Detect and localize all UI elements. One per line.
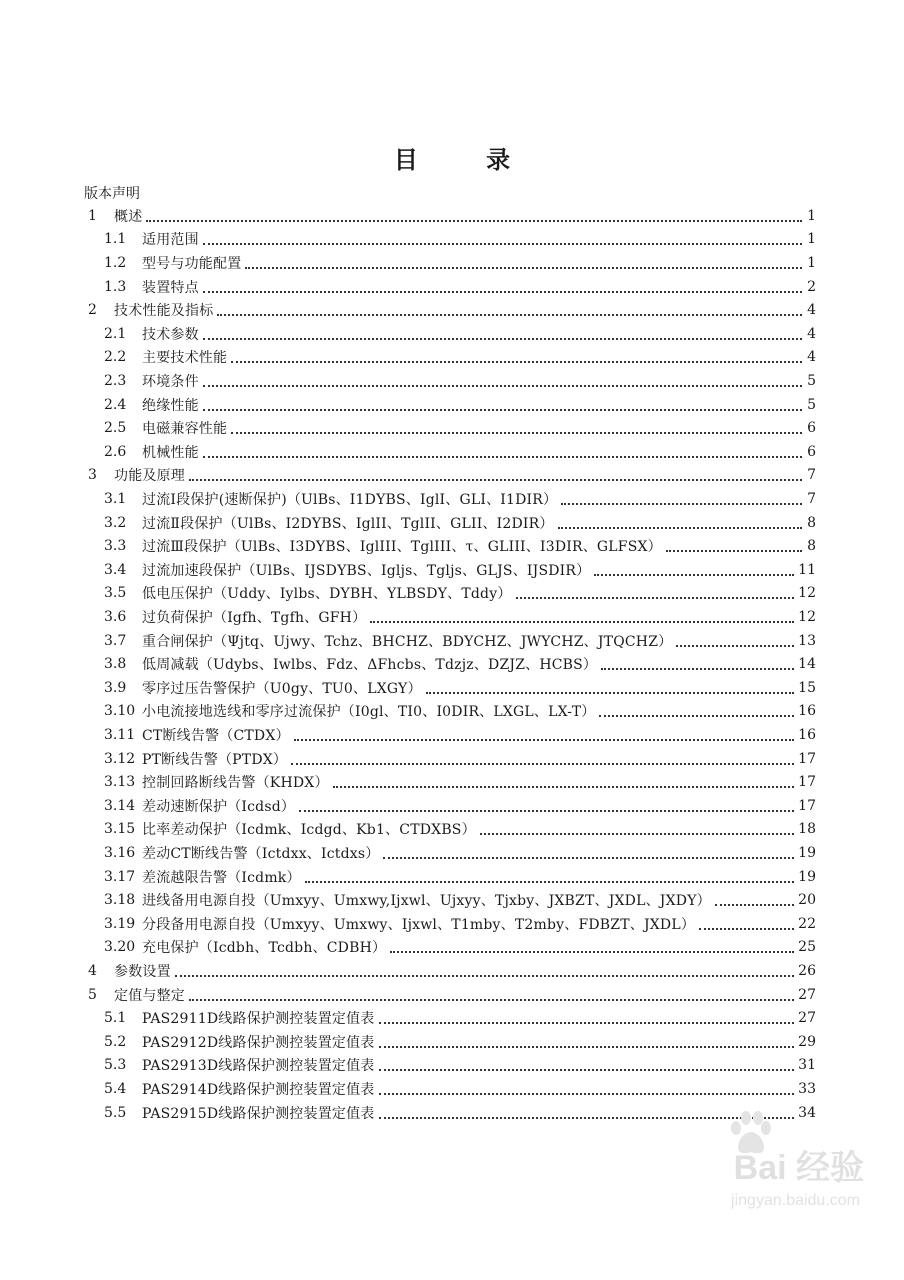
toc-entry-title: 功能及原理 — [114, 468, 185, 485]
toc-chapter-entry — [88, 204, 816, 228]
toc-dot-leader — [370, 607, 794, 623]
toc-section-entry — [104, 487, 816, 511]
toc-section-entry — [104, 346, 816, 370]
toc-entry-number: 4 — [88, 962, 97, 979]
toc-section-entry — [104, 393, 816, 417]
toc-entry-number: 2 — [88, 302, 97, 319]
toc-entry-number: 3.12 — [104, 750, 136, 767]
toc-dot-leader — [245, 253, 802, 269]
toc-entry-number: 3.5 — [104, 585, 127, 602]
toc-section-entry — [104, 322, 816, 346]
toc-page-number: 17 — [798, 774, 816, 791]
toc-page-number: 18 — [798, 821, 816, 838]
toc-entry-title: CT断线告警（CTDX） — [142, 727, 290, 744]
toc-entry-title: 机械性能 — [142, 444, 199, 461]
toc-entry-number: 5 — [88, 986, 97, 1003]
toc-entry-number: 5.5 — [104, 1104, 127, 1121]
toc-section-entry — [104, 534, 816, 558]
toc-entry-title: PT断线告警（PTDX） — [142, 751, 288, 768]
watermark — [634, 1120, 864, 1240]
toc-section-entry — [104, 676, 816, 700]
toc-entry-title: 技术参数 — [142, 326, 199, 343]
toc-entry-number: 2.2 — [104, 349, 127, 366]
toc-page-number: 6 — [807, 443, 816, 460]
toc-dot-leader — [231, 418, 802, 434]
toc-section-entry — [104, 605, 816, 629]
toc-dot-leader — [146, 206, 802, 222]
toc-section-entry — [104, 865, 816, 889]
toc-entry-title: 型号与功能配置 — [142, 255, 242, 272]
toc-dot-leader — [676, 631, 794, 647]
toc-entry-number: 3.3 — [104, 538, 127, 555]
toc-dot-leader — [390, 937, 794, 953]
toc-page-number: 26 — [798, 962, 816, 979]
toc-page-number: 6 — [807, 420, 816, 437]
toc-entry-number: 2.4 — [104, 396, 127, 413]
toc-page-number: 16 — [798, 726, 816, 743]
toc-entry-title: 控制回路断线告警（KHDX） — [142, 775, 329, 792]
toc-dot-leader — [379, 1055, 795, 1071]
toc-entry-number: 2.6 — [104, 443, 127, 460]
watermark-url: jingyan.baidu.com — [731, 1192, 860, 1209]
toc-entry-title: 概述 — [114, 208, 143, 225]
toc-entry-number: 1.2 — [104, 254, 127, 271]
toc-page-number: 4 — [807, 349, 816, 366]
toc-dot-leader — [203, 395, 802, 411]
toc-dot-leader — [379, 1032, 795, 1048]
toc-entry-number: 3.4 — [104, 561, 127, 578]
toc-entry-number: 3.2 — [104, 514, 127, 531]
toc-entry-number: 5.2 — [104, 1033, 127, 1050]
toc-section-entry — [104, 275, 816, 299]
toc-entry-title: 电磁兼容性能 — [142, 421, 228, 438]
toc-page-number: 5 — [807, 396, 816, 413]
toc-chapter-entry — [88, 464, 816, 488]
toc-dot-leader — [203, 277, 802, 293]
toc-section-entry — [104, 251, 816, 275]
toc-entry-number: 3.14 — [104, 797, 136, 814]
toc-page-number: 15 — [798, 679, 816, 696]
toc-section-entry — [104, 1054, 816, 1078]
toc-section-entry — [104, 841, 816, 865]
toc-entry-number: 5.3 — [104, 1057, 127, 1074]
toc-entry-title: 过流加速段保护（UlBs、IJSDYBS、Igljs、Tgljs、GLJS、IJSDIR） — [142, 562, 591, 579]
toc-entry-title: PAS2914D线路保护测控装置定值表 — [142, 1081, 375, 1098]
toc-entry-number: 1 — [88, 207, 97, 224]
toc-page-number: 12 — [798, 585, 816, 602]
toc-dot-leader — [291, 749, 794, 765]
toc-entry-title: 进线备用电源自投（Umxyy、Umxwy,Ijxwl、Ujxyy、Tjxby、JXBZT、JXDL、JXDY） — [142, 893, 711, 910]
toc-chapter-entry — [88, 983, 816, 1007]
toc-dot-leader — [189, 985, 794, 1001]
toc-dot-leader — [599, 701, 794, 717]
toc-section-entry — [104, 700, 816, 724]
toc-page-number: 31 — [798, 1057, 816, 1074]
toc-page-number: 7 — [807, 467, 816, 484]
toc-page-number: 1 — [807, 254, 816, 271]
toc-dot-leader — [516, 583, 795, 599]
toc-entry-title: 过流Ⅲ段保护（UlBs、I3DYBS、IglIII、TglIII、τ、GLIII、I3DIR、GLFSX） — [142, 539, 662, 556]
toc-dot-leader — [379, 1079, 795, 1095]
toc-dot-leader — [189, 465, 802, 481]
toc-section-entry — [104, 912, 816, 936]
toc-dot-leader — [203, 229, 802, 245]
toc-entry-number: 3.15 — [104, 821, 136, 838]
toc-page-number: 16 — [798, 703, 816, 720]
toc-page-number: 20 — [798, 892, 816, 909]
toc-entry-title: 重合闸保护（Ψjtq、Ujwy、Tchz、BHCHZ、BDYCHZ、JWYCHZ、JTQCHZ） — [142, 633, 673, 650]
toc-dot-leader — [561, 489, 802, 505]
toc-entry-title: 小电流接地选线和零序过流保护（I0gl、TI0、I0DIR、LXGL、LX-T） — [142, 704, 596, 721]
toc-entry-number: 3.17 — [104, 868, 136, 885]
toc-page-number: 2 — [807, 278, 816, 295]
toc-section-entry — [104, 747, 816, 771]
toc-entry-number: 3.19 — [104, 915, 136, 932]
toc-page-number: 33 — [798, 1080, 816, 1097]
toc-page-number: 17 — [798, 797, 816, 814]
toc-dot-leader — [480, 819, 794, 835]
toc-dot-leader — [203, 324, 802, 340]
toc-section-entry — [104, 818, 816, 842]
toc-section-entry — [104, 558, 816, 582]
toc-page-number: 5 — [807, 372, 816, 389]
toc-page-number: 1 — [807, 207, 816, 224]
toc-entry-title: PAS2915D线路保护测控装置定值表 — [142, 1105, 375, 1122]
toc-section-entry — [104, 723, 816, 747]
toc-entry-number: 3 — [88, 467, 97, 484]
toc-entry-title: 适用范围 — [142, 232, 199, 249]
toc-entry-number: 3.13 — [104, 774, 136, 791]
toc-entry-number: 3.11 — [104, 726, 136, 743]
toc-dot-leader — [175, 961, 794, 977]
toc-entry-number: 5.4 — [104, 1080, 127, 1097]
toc-section-entry — [104, 1030, 816, 1054]
toc-section-entry — [104, 511, 816, 535]
toc-dot-leader — [217, 300, 802, 316]
toc-entry-number: 3.1 — [104, 490, 127, 507]
toc-entry-number: 2.3 — [104, 372, 127, 389]
toc-page-number: 27 — [798, 986, 816, 1003]
toc-entry-number: 3.10 — [104, 703, 136, 720]
toc-dot-leader — [379, 1008, 795, 1024]
toc-page-number: 7 — [807, 490, 816, 507]
toc-page-number: 17 — [798, 750, 816, 767]
version-statement-entry: 版本声明 — [84, 186, 140, 202]
toc-entry-number: 3.9 — [104, 679, 127, 696]
toc-entry-title: 过流Ⅱ段保护（UlBs、I2DYBS、IglII、TglII、GLII、I2DIR） — [142, 515, 554, 532]
toc-entry-number: 1.1 — [104, 231, 127, 248]
toc-dot-leader — [305, 867, 794, 883]
toc-entry-number: 3.8 — [104, 656, 127, 673]
toc-section-entry — [104, 416, 816, 440]
toc-dot-leader — [426, 678, 795, 694]
toc-entry-title: PAS2912D线路保护测控装置定值表 — [142, 1034, 375, 1051]
toc-page-number: 11 — [798, 561, 816, 578]
toc-entry-number: 3.7 — [104, 632, 127, 649]
toc-dot-leader — [699, 914, 794, 930]
toc-page-number: 4 — [807, 302, 816, 319]
toc-dot-leader — [383, 843, 794, 859]
toc-entry-number: 3.6 — [104, 608, 127, 625]
toc-page-number: 14 — [798, 656, 816, 673]
toc-section-entry — [104, 228, 816, 252]
toc-entry-title: 过流Ⅰ段保护(速断保护)（UlBs、I1DYBS、IglI、GLI、I1DIR） — [142, 491, 558, 508]
toc-dot-leader — [231, 347, 802, 363]
toc-entry-title: 零序过压告警保护（U0gy、TU0、LXGY） — [142, 680, 422, 697]
toc-section-entry — [104, 652, 816, 676]
toc-entry-number: 1.3 — [104, 278, 127, 295]
toc-page-number: 1 — [807, 231, 816, 248]
toc-section-entry — [104, 770, 816, 794]
toc-page-number: 12 — [798, 608, 816, 625]
toc-entry-title: 技术性能及指标 — [114, 303, 214, 320]
toc-section-entry — [104, 888, 816, 912]
toc-entry-title: 装置特点 — [142, 279, 199, 296]
toc-entry-number: 3.16 — [104, 844, 136, 861]
toc-page-number: 27 — [798, 1010, 816, 1027]
toc-entry-title: 低电压保护（Uddy、Iylbs、DYBH、YLBSDY、Tddy） — [142, 586, 512, 603]
watermark-logo-text: Bai 经验 — [733, 1149, 864, 1187]
toc-entry-title: 参数设置 — [114, 963, 171, 980]
page-title: 目 录 — [393, 145, 541, 174]
toc-chapter-entry — [88, 959, 816, 983]
toc-section-entry — [104, 1006, 816, 1030]
toc-entry-title: 差流越限告警（Icdmk） — [142, 869, 301, 886]
toc-dot-leader — [594, 560, 794, 576]
toc-entry-title: 差动CT断线告警（Ictdxx、Ictdxs） — [142, 845, 380, 862]
toc-page-number: 25 — [798, 939, 816, 956]
toc-page-number: 13 — [798, 632, 816, 649]
toc-entry-title: 分段备用电源自投（Umxyy、Umxwy、Ijxwl、T1mby、T2mby、FDBZT、JXDL） — [142, 916, 696, 933]
toc-entry-title: 定值与整定 — [114, 987, 185, 1004]
toc-dot-leader — [715, 890, 794, 906]
toc-dot-leader — [294, 725, 794, 741]
toc-page-number: 34 — [798, 1104, 816, 1121]
toc-entry-number: 5.1 — [104, 1010, 127, 1027]
toc-dot-leader — [601, 654, 794, 670]
toc-chapter-entry — [88, 298, 816, 322]
toc-entry-title: 绝缘性能 — [142, 397, 199, 414]
toc-dot-leader — [299, 796, 794, 812]
toc-section-entry — [104, 582, 816, 606]
toc-section-entry — [104, 440, 816, 464]
toc-section-entry — [104, 794, 816, 818]
toc-entry-number: 2.5 — [104, 420, 127, 437]
toc-entry-number: 3.20 — [104, 939, 136, 956]
toc-entry-title: PAS2913D线路保护测控装置定值表 — [142, 1058, 375, 1075]
toc-entry-title: 主要技术性能 — [142, 350, 228, 367]
toc-page-number: 8 — [807, 514, 816, 531]
toc-section-entry — [104, 936, 816, 960]
toc-dot-leader — [333, 772, 795, 788]
toc-entry-title: PAS2911D线路保护测控装置定值表 — [142, 1011, 375, 1028]
toc-page-number: 8 — [807, 538, 816, 555]
toc-section-entry — [104, 629, 816, 653]
toc-page-number: 19 — [798, 868, 816, 885]
toc-dot-leader — [558, 513, 802, 529]
toc-dot-leader — [666, 536, 802, 552]
toc-dot-leader — [203, 371, 802, 387]
toc-entry-number: 2.1 — [104, 325, 127, 342]
toc-dot-leader — [203, 442, 802, 458]
toc-section-entry — [104, 369, 816, 393]
toc-entry-title: 差动速断保护（Icdsd） — [142, 798, 296, 815]
toc-entry-title: 过负荷保护（Igfh、Tgfh、GFH） — [142, 609, 367, 626]
toc-page-number: 4 — [807, 325, 816, 342]
toc-entry-title: 比率差动保护（Icdmk、Icdgd、Kb1、CTDXBS） — [142, 822, 476, 839]
toc-page-number: 29 — [798, 1033, 816, 1050]
toc-page-number: 19 — [798, 844, 816, 861]
toc-entry-number: 3.18 — [104, 892, 136, 909]
toc-page-number: 22 — [798, 915, 816, 932]
toc-entry-title: 低周减载（Udybs、Iwlbs、Fdz、ΔFhcbs、Tdzjz、DZJZ、HCBS） — [142, 657, 598, 674]
toc-section-entry — [104, 1077, 816, 1101]
toc-entry-title: 环境条件 — [142, 373, 199, 390]
toc-entry-title: 充电保护（Icdbh、Tcdbh、CDBH） — [142, 940, 387, 957]
